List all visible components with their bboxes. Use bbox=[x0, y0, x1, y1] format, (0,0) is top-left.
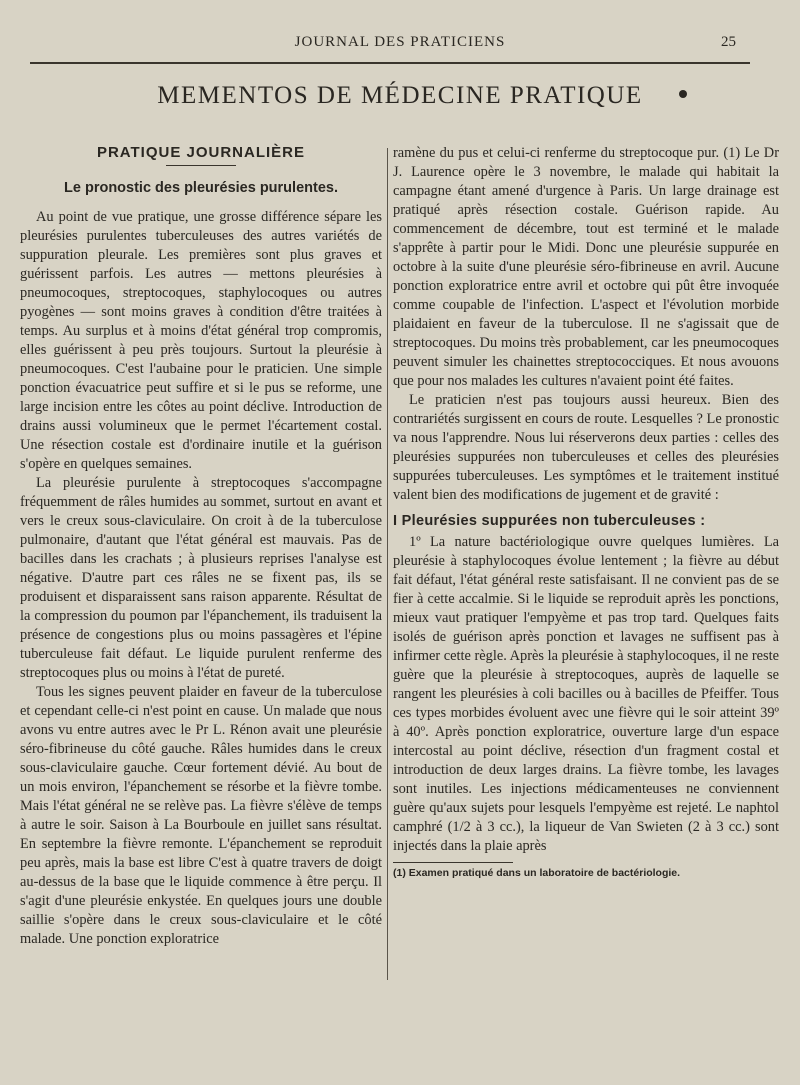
article-title: Le pronostic des pleurésies purulentes. bbox=[64, 180, 338, 196]
paragraph: La pleurésie purulente à streptocoques s'accompagne fréquemment de râles humides au sommet, surtout en avant et vers le creux sous-claviculaire. On croit à de la tuberculose pulmonaire, d'autant que l'état général est mauvais. Pas de bacilles dans les crachats ; à plusieurs reprises l'analyse est négative. D'autre part ces râles ne se fixent pas, ils se produisent et disparaissent sans raison apparente. Résultat de la compression du poumon par l'épanchement, ils traduisent la présence de congestions plus ou moins passagères et l'épine tuberculeuse fait défaut. Le liquide purulent renferme des streptocoques plus ou moins à l'état de pureté. bbox=[20, 475, 382, 681]
ornament-dot bbox=[679, 90, 687, 98]
running-head bbox=[0, 34, 800, 56]
paragraph: Au point de vue pratique, une grosse différence sépare les pleurésies purulentes tuberculeuses des autres variétés de suppuration pleurale. Les premières sont plus graves et guérissent parfois. Les autres — mettons pleurésies à pneumocoques, streptocoques, staphylocoques ou autres pyogènes — sont moins graves à condition d'être traitées à temps. Au surplus et à moins d'état général trop compromis, elles guérissent à peu près toujours. Surtout la pleurésie à pneumocoques. C'est l'aubaine pour le praticien. Une simple ponction évacuatrice peut suffire et si le pus se reforme, une large incision entre les côtes au point déclive. Introduction de drains aussi volumineux que le permet l'écartement costal. Une résection costale est d'ordinaire inutile et la guérison s'opère en quelques semaines. bbox=[20, 209, 382, 472]
paragraph: Le praticien n'est pas toujours aussi heureux. Bien des contrariétés surgissent en cours de route. Lesquelles ? Le pronostic va nous l'apprendre. Nous lui réserverons deux parties : celles des pleurésies suppurées non tuberculeuses et celles des pleurésies suppurées tuberculeuses. Les symptômes et le traitement institué valent bien des modifications de jugement et de gravité : bbox=[393, 392, 779, 503]
rubric-heading: PRATIQUE JOURNALIÈRE bbox=[96, 144, 306, 161]
right-column bbox=[393, 144, 779, 880]
footnote: (1) Examen pratiqué dans un laboratoire de bactériologie. bbox=[393, 867, 681, 879]
paragraph: 1º La nature bactériologique ouvre quelques lumières. La pleurésie à staphylocoques évolue lentement ; la fièvre au début fait défaut, l'état général reste satisfaisant. Il ne convient pas de se fier à cette accalmie. Si le liquide se reproduit après les ponctions, mieux vaut pratiquer l'empyème et pas trop tard. Quelques faits isolés de guérison après ponction et lavages ne suffisent pas à infirmer cette règle. Après la pleurésie à staphylocoques, il ne reste guère que la pleurésie à streptocoques, auprès de laquelle se rangent les pleurésies à coli bacilles ou à bacilles de Pfeiffer. Tous ces types morbides évoluent avec une fièvre qui le soir atteint 39º à 40º. Après ponction exploratrice, ouverture large d'un espace intercostal au point déclive, résection d'un fragment costal et introduction de deux larges drains. La fièvre tombe, les lavages sont inutiles. Les injections médicamenteuses ne conviennent guère qu'aux sujets pour lesquels l'empyème est rejeté. Le naphtol camphré (1/2 à 3 cc.), la liqueur de Van Swieten (2 à 3 cc.) sont injectés dans la plaie après bbox=[393, 534, 779, 854]
header-rule bbox=[30, 62, 750, 64]
subsection-heading: I Pleurésies suppurées non tuberculeuses : bbox=[393, 513, 706, 529]
paragraph: ramène du pus et celui-ci renferme du streptocoque pur. (1) Le Dr J. Laurence opère le 3 novembre, le malade qui habitait la campagne étant amené d'urgence à Paris. Un large drainage est pratiqué après résection costale. Guérison rapide. Au commencement de décembre, tout est terminé et le malade s'apprête à partir pour le Midi. Donc une pleurésie suppurée en octobre à la suite d'une pleurésie séro-fibrineuse en avril. Aucune ponction exploratrice entre avril et octobre qui pût être invoquée comme coupable de l'infection. L'aspect et l'évolution morbide plaidaient en faveur de la tuberculose. Il ne s'agissait que de streptocoques. Du moins très probablement, car les pneumocoques peuvent simuler les chainettes streptococciques. Et nous avouons que pour nos malades les cultures n'avaient point été faites. bbox=[393, 145, 779, 389]
left-column bbox=[20, 144, 382, 949]
rubric-underline bbox=[166, 165, 236, 166]
page-number: 25 bbox=[721, 34, 736, 50]
footnote-rule bbox=[393, 862, 513, 863]
section-title: MEMENTOS DE MÉDECINE PRATIQUE bbox=[157, 82, 643, 109]
column-divider bbox=[387, 148, 388, 980]
paragraph: Tous les signes peuvent plaider en faveur de la tuberculose et cependant celle-ci n'est point en cause. Un malade que nous avons vu entre autres avec le Pr L. Rénon avait une pleurésie séro-fibrineuse du côté gauche. Râles humides dans le creux sous-claviculaire gauche. Cœur fortement dévié. Au bout de un mois environ, l'épanchement se résorbe et la fièvre tombe. Mais l'état général ne se relève pas. La fièvre s'élève de temps à autre le soir. Saison à La Bourboule en juillet sans résultat. En septembre la fièvre remonte. L'épanchement se reproduit peu après, mais la base est libre C'est à quatre travers de doigt au-dessus de la base que le liquide commence à être perçu. Il s'agit d'une pleurésie enkystée. En quelques jours une double saillie s'opère dans le creux sous-claviculaire et le côté malade. Une ponction exploratrice bbox=[20, 684, 382, 947]
journal-title: JOURNAL DES PRATICIENS bbox=[294, 34, 506, 50]
